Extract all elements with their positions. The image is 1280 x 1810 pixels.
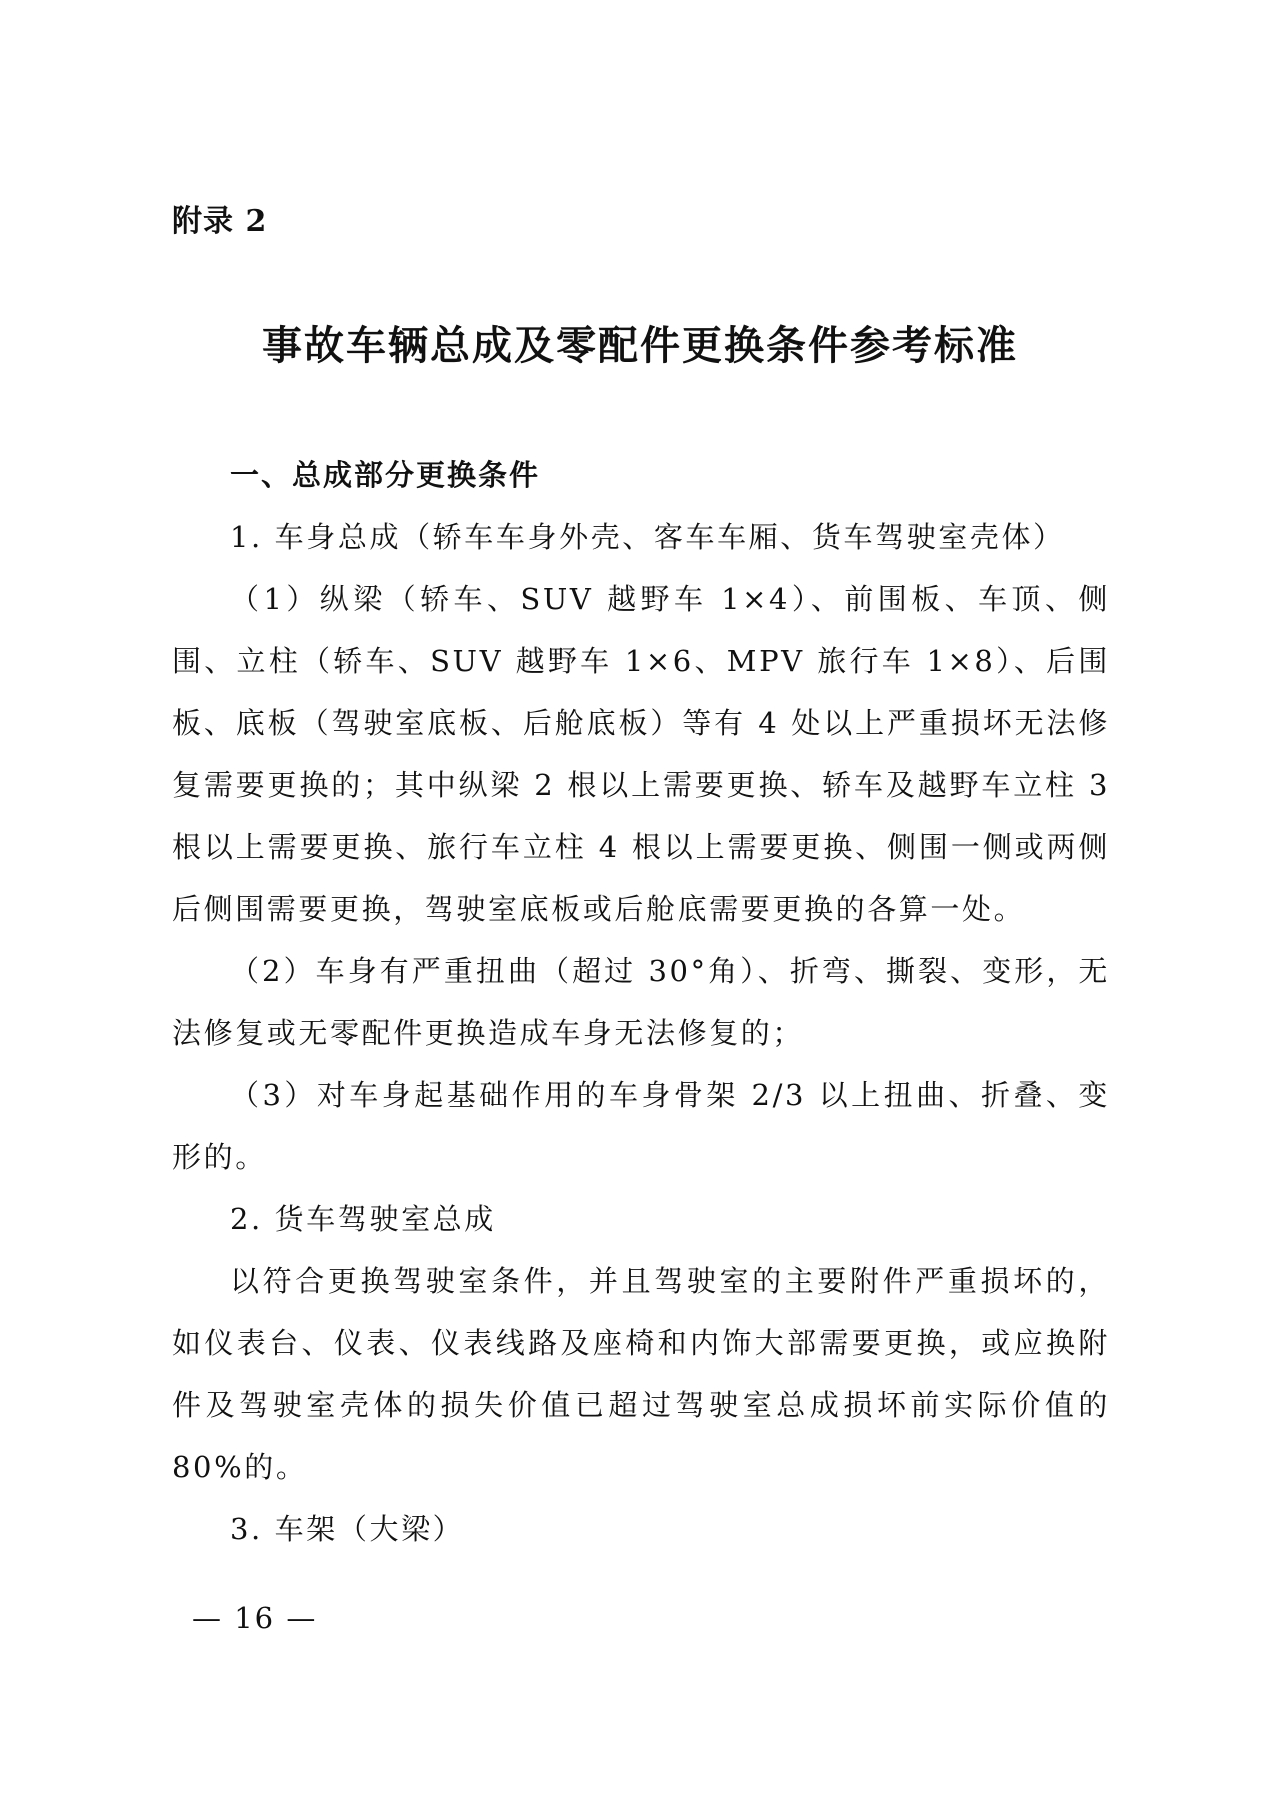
appendix-label: 附录 2: [172, 204, 268, 239]
paragraph-truck-cab-detail: 以符合更换驾驶室条件，并且驾驶室的主要附件严重损坏的，如仪表台、仪表、仪表线路及座椅和内饰大部需要更换，或应换附件及驾驶室壳体的损失价值已超过驾驶室总成损坏前实际价值的 80%的。: [172, 1264, 1110, 1484]
paragraph-item-1: （1）纵梁（轿车、SUV 越野车 1×4）、前围板、车顶、侧围、立柱（轿车、SUV 越野车 1×6、MPV 旅行车 1×8）、后围板、底板（驾驶室底板、后舱底板）等有 4 处以上严重损坏无法修复需要更换的；其中纵梁 2 根以上需要更换、轿车及越野车立柱 3 根以上需要更换、旅行车立柱 4 根以上需要更换、侧围一侧或两侧后侧围需要更换，驾驶室底板或后舱底需要更换的各算一处。: [172, 582, 1110, 926]
paragraph-frame: 3. 车架（大梁）: [230, 1512, 465, 1546]
paragraph-item-3: （3）对车身起基础作用的车身骨架 2/3 以上扭曲、折叠、变形的。: [172, 1078, 1110, 1174]
paragraph-item-2: （2）车身有严重扭曲（超过 30°角）、折弯、撕裂、变形，无法修复或无零配件更换造成车身无法修复的；: [172, 954, 1110, 1050]
paragraph-body-assembly: 1. 车身总成（轿车车身外壳、客车车厢、货车驾驶室壳体）: [230, 520, 1065, 554]
paragraph-truck-cab: 2. 货车驾驶室总成: [230, 1202, 496, 1236]
section-heading: 一、总成部分更换条件: [230, 458, 541, 492]
document-title: 事故车辆总成及零配件更换条件参考标准: [262, 322, 1018, 369]
document-body: [172, 444, 1110, 1560]
page-number: — 16 —: [192, 1601, 318, 1635]
